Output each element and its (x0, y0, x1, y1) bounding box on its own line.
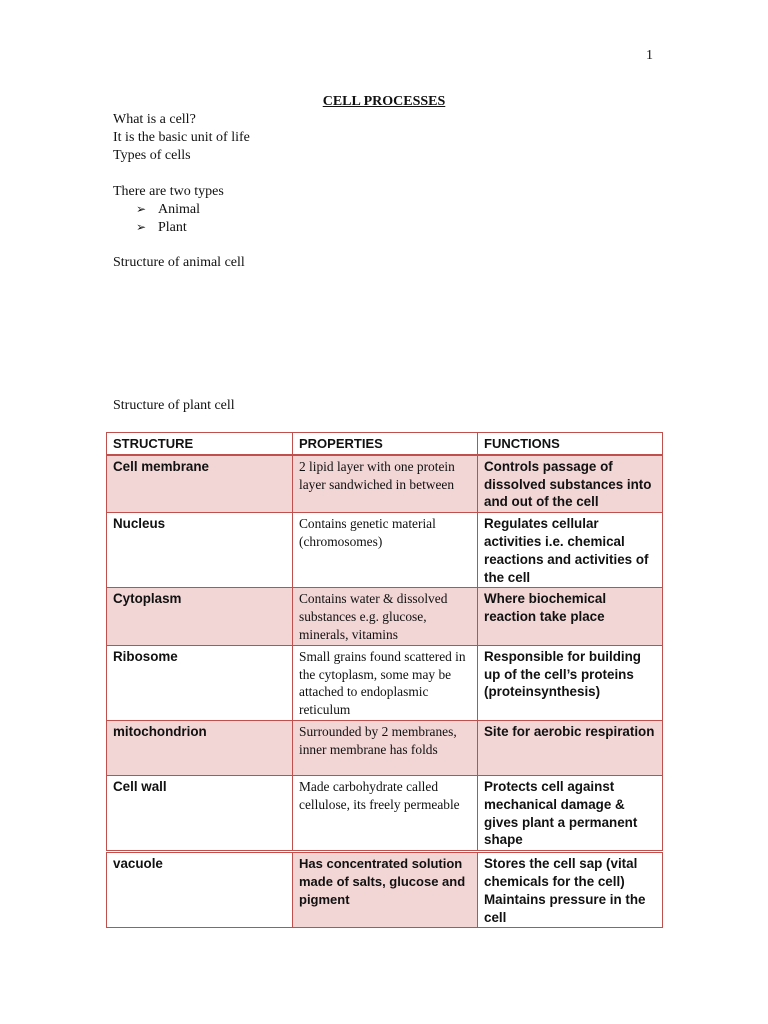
header-properties: PROPERTIES (293, 433, 478, 455)
properties-cell: Contains genetic material (chromosomes) (293, 513, 478, 588)
plant-cell-heading: Structure of plant cell (113, 398, 235, 413)
structure-cell: Cell membrane (107, 455, 293, 513)
bullet-text: Animal (158, 202, 200, 217)
structure-cell: Cell wall (107, 775, 293, 851)
table-row (107, 720, 663, 775)
functions-cell: Where biochemical reaction take place (478, 588, 663, 645)
properties-cell: Surrounded by 2 membranes, inner membrane has folds (293, 720, 478, 775)
structure-cell: mitochondrion (107, 720, 293, 775)
table-row (107, 852, 663, 928)
structure-cell: Cytoplasm (107, 588, 293, 645)
properties-cell: Small grains found scattered in the cytoplasm, some may be attached to endoplasmic reticulum (293, 645, 478, 720)
table-header-row (107, 433, 663, 455)
bullet-item-animal (136, 200, 200, 219)
functions-cell: Regulates cellular activities i.e. chemical reactions and activities of the cell (478, 513, 663, 588)
table-row (107, 775, 663, 851)
functions-cell: Stores the cell sap (vital chemicals for the cell) Maintains pressure in the cell (478, 852, 663, 928)
animal-cell-heading: Structure of animal cell (113, 255, 245, 270)
functions-cell: Protects cell against mechanical damage & gives plant a permanent shape (478, 775, 663, 851)
properties-cell: Has concentrated solution made of salts, glucose and pigment (293, 852, 478, 928)
table-row (107, 645, 663, 720)
page-number: 1 (646, 48, 653, 63)
header-functions: FUNCTIONS (478, 433, 663, 455)
properties-cell: Contains water & dissolved substances e.g. glucose, minerals, vitamins (293, 588, 478, 645)
arrowhead-bullet-icon: ➢ (136, 220, 147, 234)
structure-cell: Nucleus (107, 513, 293, 588)
structure-cell: vacuole (107, 852, 293, 928)
header-structure: STRUCTURE (107, 433, 293, 455)
table-row (107, 513, 663, 588)
intro-question: What is a cell? (113, 112, 196, 127)
bullet-item-plant (136, 218, 187, 237)
table-row (107, 455, 663, 513)
properties-cell: Made carbohydrate called cellulose, its freely permeable (293, 775, 478, 851)
intro-types-label: Types of cells (113, 148, 191, 163)
cell-structure-table (106, 432, 663, 928)
intro-answer: It is the basic unit of life (113, 130, 250, 145)
page-title: CELL PROCESSES (322, 94, 446, 109)
table-row (107, 588, 663, 645)
functions-cell: Site for aerobic respiration (478, 720, 663, 775)
bullet-text: Plant (158, 220, 187, 235)
properties-cell: 2 lipid layer with one protein layer sandwiched in between (293, 455, 478, 513)
arrowhead-bullet-icon: ➢ (136, 202, 147, 216)
types-heading: There are two types (113, 184, 224, 199)
functions-cell: Controls passage of dissolved substances into and out of the cell (478, 455, 663, 513)
structure-cell: Ribosome (107, 645, 293, 720)
functions-cell: Responsible for building up of the cell’s proteins (proteinsynthesis) (478, 645, 663, 720)
